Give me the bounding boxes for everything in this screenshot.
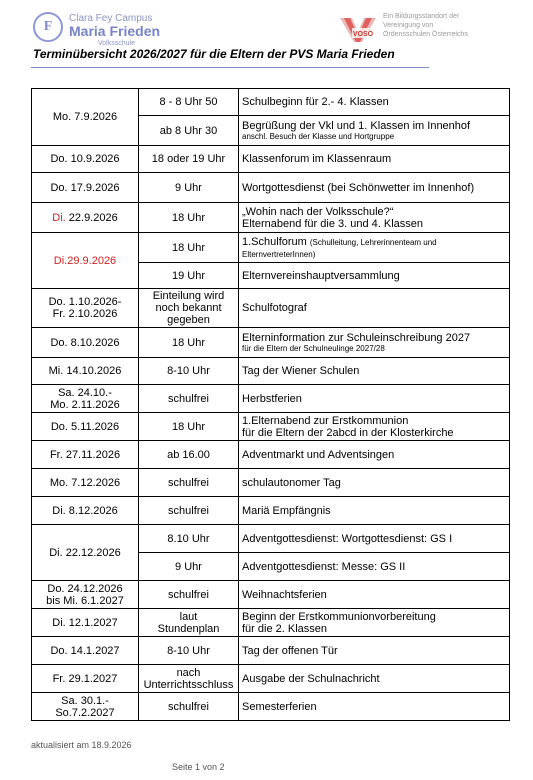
time-cell: 18 oder 19 Uhr xyxy=(139,146,239,173)
time-cell: 18 Uhr xyxy=(139,413,239,441)
date-cell xyxy=(32,581,139,609)
time-line-1: nach xyxy=(176,666,201,679)
date-cell: Mo. 7.9.2026 xyxy=(32,89,139,146)
table-row xyxy=(32,385,510,413)
date-cell: Di. 22.12.2026 xyxy=(32,525,139,581)
school-emblem-icon: F xyxy=(33,12,63,42)
time-cell xyxy=(139,609,239,637)
date-cell xyxy=(32,693,139,721)
event-title: Beginn der Erstkommunionvorbereitung xyxy=(242,610,436,623)
table-row xyxy=(32,693,510,721)
table-row xyxy=(32,637,510,665)
time-cell: schulfrei xyxy=(139,469,239,497)
voso-line-2: Vereinigung von xyxy=(383,22,434,29)
event-cell: Semesterferien xyxy=(239,693,510,721)
time-cell: 8-10 Uhr xyxy=(139,358,239,385)
event-note: (Schulleitung, Lehrerinnenteam und ElternvertreterInnen) xyxy=(242,237,437,259)
event-cell: Ausgabe der Schulnachricht xyxy=(239,665,510,693)
event-cell: Weihnachtsferien xyxy=(239,581,510,609)
date-cell: Di. 12.1.2027 xyxy=(32,609,139,637)
voso-line-1: Ein Bildungsstandort der xyxy=(383,13,460,20)
date-cell: Do. 17.9.2026 xyxy=(32,173,139,203)
event-note: anschl. Besuch der Klasse und Hortgruppe xyxy=(242,132,395,141)
event-cell: Herbstferien xyxy=(239,385,510,413)
time-cell: 8-10 Uhr xyxy=(139,637,239,665)
page-title: Terminübersicht 2026/2027 für die Eltern der PVS Maria Frieden xyxy=(33,47,395,61)
date-value: 22.9.2026 xyxy=(65,211,118,224)
event-title: 1.Elternabend zur Erstkommunion xyxy=(242,414,409,427)
logo-line-campus: Clara Fey Campus xyxy=(69,13,153,24)
time-cell: schulfrei xyxy=(139,497,239,525)
date-cell: Do. 14.1.2027 xyxy=(32,637,139,665)
event-cell: Elternvereinshauptversammlung xyxy=(239,263,510,289)
event-cell: Wortgottesdienst (bei Schönwetter im Innenhof) xyxy=(239,173,510,203)
school-logo xyxy=(33,11,183,51)
voso-emblem-icon xyxy=(338,14,378,44)
event-cell: Tag der offenen Tür xyxy=(239,637,510,665)
event-cell: Mariä Empfängnis xyxy=(239,497,510,525)
date-cell xyxy=(32,385,139,413)
time-cell: 9 Uhr xyxy=(139,553,239,581)
voso-mark-text: VOSÖ xyxy=(352,31,374,38)
time-cell: 19 Uhr xyxy=(139,263,239,289)
table-row xyxy=(32,581,510,609)
logo-line-type: Volksschule xyxy=(98,40,135,47)
table-row xyxy=(32,441,510,469)
event-title: „Wohin nach der Volksschule?“ xyxy=(242,205,394,218)
date-cell: Mi. 14.10.2026 xyxy=(32,358,139,385)
table-row xyxy=(32,203,510,233)
voso-tagline xyxy=(383,12,468,39)
schedule-table xyxy=(31,88,510,721)
table-row xyxy=(32,173,510,203)
event-note: für die Eltern der Schulneulinge 2027/28 xyxy=(242,344,385,353)
date-cell xyxy=(32,289,139,328)
event-title: Begrüßung der Vkl und 1. Klassen im Innenhof xyxy=(242,120,471,132)
voso-line-3: Ordensschulen Österreichs xyxy=(383,31,468,38)
time-cell: 18 Uhr xyxy=(139,328,239,358)
date-end: bis Mi. 6.1.2027 xyxy=(46,594,124,607)
table-row xyxy=(32,146,510,173)
date-weekday-highlight: Di. xyxy=(52,211,66,224)
date-start: Sa. 24.10.- xyxy=(58,386,112,399)
event-cell: schulautonomer Tag xyxy=(239,469,510,497)
event-cell xyxy=(239,203,510,233)
table-row xyxy=(32,497,510,525)
event-cell xyxy=(239,116,510,146)
event-cell xyxy=(239,413,510,441)
time-cell: ab 16.00 xyxy=(139,441,239,469)
table-row xyxy=(32,289,510,328)
event-subtitle: für die 2. Klassen xyxy=(242,622,327,635)
event-title: 1.Schulforum xyxy=(242,235,307,248)
table-row xyxy=(32,358,510,385)
event-cell: Klassenforum im Klassenraum xyxy=(239,146,510,173)
table-row xyxy=(32,328,510,358)
time-cell: schulfrei xyxy=(139,581,239,609)
time-cell: 9 Uhr xyxy=(139,173,239,203)
logo-line-school-name: Maria Frieden xyxy=(69,23,161,39)
date-cell: Fr. 29.1.2027 xyxy=(32,665,139,693)
table-row xyxy=(32,665,510,693)
time-cell xyxy=(139,665,239,693)
time-cell: schulfrei xyxy=(139,693,239,721)
date-start: Sa. 30.1.- xyxy=(61,694,109,707)
title-divider xyxy=(31,67,429,68)
table-row xyxy=(32,413,510,441)
event-subtitle: Elternabend für die 3. und 4. Klassen xyxy=(242,217,424,230)
event-cell: Adventmarkt und Adventsingen xyxy=(239,441,510,469)
event-cell xyxy=(239,233,510,263)
event-cell: Tag der Wiener Schulen xyxy=(239,358,510,385)
table-row xyxy=(32,525,510,553)
time-line-2: Unterrichtsschluss xyxy=(143,678,234,691)
event-title: Elterninformation zur Schuleinschreibung 2027 xyxy=(242,332,471,344)
event-cell: Schulfotograf xyxy=(239,289,510,328)
voso-logo xyxy=(338,10,508,50)
table-row xyxy=(32,89,510,116)
date-cell: Di.29.9.2026 xyxy=(32,233,139,289)
date-cell: Do. 10.9.2026 xyxy=(32,146,139,173)
event-cell xyxy=(239,609,510,637)
event-cell xyxy=(239,328,510,358)
time-cell: 8.10 Uhr xyxy=(139,525,239,553)
event-cell: Adventgottesdienst: Wortgottesdienst: GS I xyxy=(239,525,510,553)
date-cell: Fr. 27.11.2026 xyxy=(32,441,139,469)
date-end: So.7.2.2027 xyxy=(55,706,115,719)
table-row xyxy=(32,233,510,263)
date-start: Do. 1.10.2026- xyxy=(48,296,122,308)
date-end: Fr. 2.10.2026 xyxy=(52,308,118,320)
event-subtitle: für die Eltern der 2abcd in der Klosterkirche xyxy=(242,426,454,439)
time-cell: 18 Uhr xyxy=(139,233,239,263)
page-number: Seite 1 von 2 xyxy=(172,762,225,772)
date-cell: Do. 5.11.2026 xyxy=(32,413,139,441)
date-cell: Di. 8.12.2026 xyxy=(32,497,139,525)
time-cell: 18 Uhr xyxy=(139,203,239,233)
time-cell: schulfrei xyxy=(139,385,239,413)
last-updated-note: aktualisiert am 18.9.2026 xyxy=(31,740,132,750)
date-cell: Do. 8.10.2026 xyxy=(32,328,139,358)
date-start: Do. 24.12.2026 xyxy=(47,582,123,595)
event-cell: Adventgottesdienst: Messe: GS II xyxy=(239,553,510,581)
date-cell xyxy=(32,203,139,233)
time-cell: ab 8 Uhr 30 xyxy=(139,116,239,146)
event-cell: Schulbeginn für 2.- 4. Klassen xyxy=(239,89,510,116)
date-end: Mo. 2.11.2026 xyxy=(50,398,120,411)
time-line-1: laut xyxy=(179,610,198,623)
table-row xyxy=(32,609,510,637)
time-cell: 8 - 8 Uhr 50 xyxy=(139,89,239,116)
table-row xyxy=(32,469,510,497)
date-cell: Mo. 7.12.2026 xyxy=(32,469,139,497)
time-cell: Einteilung wird noch bekannt gegeben xyxy=(139,289,239,328)
time-line-2: Stundenplan xyxy=(157,622,220,635)
